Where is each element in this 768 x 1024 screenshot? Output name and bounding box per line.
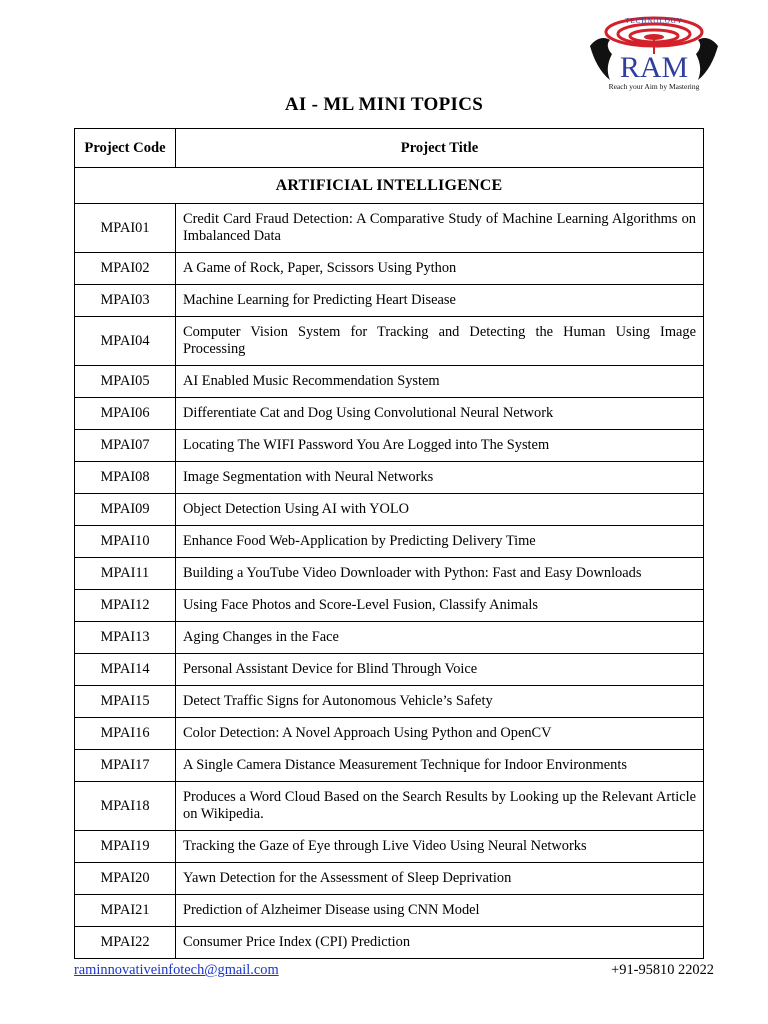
section-row: [75, 168, 704, 204]
table-row: [75, 526, 704, 558]
project-code-cell: MPAI09: [75, 494, 176, 526]
header-project-code: Project Code: [75, 129, 176, 168]
section-title: ARTIFICIAL INTELLIGENCE: [75, 168, 704, 204]
project-code-cell: MPAI02: [75, 253, 176, 285]
project-title-cell: Object Detection Using AI with YOLO: [176, 494, 704, 526]
table-row: [75, 494, 704, 526]
project-code-cell: MPAI21: [75, 895, 176, 927]
table-row: [75, 782, 704, 831]
project-code-cell: MPAI22: [75, 927, 176, 959]
project-title-cell: Color Detection: A Novel Approach Using Python and OpenCV: [176, 718, 704, 750]
right-wing-icon: [696, 38, 718, 80]
table-row: [75, 863, 704, 895]
project-title-cell: Using Face Photos and Score-Level Fusion, Classify Animals: [176, 590, 704, 622]
footer-phone: +91-95810 22022: [611, 962, 714, 978]
project-title-cell: Machine Learning for Predicting Heart Disease: [176, 285, 704, 317]
page-title: AI - ML MINI TOPICS: [284, 94, 484, 115]
project-title-cell: Consumer Price Index (CPI) Prediction: [176, 927, 704, 959]
table-row: [75, 927, 704, 959]
topics-table: [74, 128, 704, 959]
table-row: [75, 430, 704, 462]
header-project-title: Project Title: [176, 129, 704, 168]
project-code-cell: MPAI20: [75, 863, 176, 895]
project-title-cell: Detect Traffic Signs for Autonomous Vehicle’s Safety: [176, 686, 704, 718]
table-row: [75, 317, 704, 366]
project-code-cell: MPAI03: [75, 285, 176, 317]
project-title-cell: Produces a Word Cloud Based on the Search Results by Looking up the Relevant Article on Wikipedia.: [176, 782, 704, 831]
project-code-cell: MPAI19: [75, 831, 176, 863]
logo-tagline: Reach your Aim by Mastering: [608, 82, 700, 91]
project-code-cell: MPAI08: [75, 462, 176, 494]
table-row: [75, 654, 704, 686]
project-title-cell: AI Enabled Music Recommendation System: [176, 366, 704, 398]
project-title-cell: A Single Camera Distance Measurement Technique for Indoor Environments: [176, 750, 704, 782]
table-row: [75, 686, 704, 718]
project-title-cell: Prediction of Alzheimer Disease using CNN Model: [176, 895, 704, 927]
project-code-cell: MPAI14: [75, 654, 176, 686]
table-row: [75, 204, 704, 253]
left-wing-icon: [590, 38, 612, 80]
project-title-cell: Computer Vision System for Tracking and Detecting the Human Using Image Processing: [176, 317, 704, 366]
project-title-cell: Building a YouTube Video Downloader with Python: Fast and Easy Downloads: [176, 558, 704, 590]
project-title-cell: Locating The WIFI Password You Are Logged into The System: [176, 430, 704, 462]
logo-ring-text: TECHNOLOGY: [625, 17, 683, 25]
project-title-cell: Aging Changes in the Face: [176, 622, 704, 654]
table-row: [75, 831, 704, 863]
project-title-cell: Differentiate Cat and Dog Using Convolutional Neural Network: [176, 398, 704, 430]
project-title-cell: Credit Card Fraud Detection: A Comparative Study of Machine Learning Algorithms on Imbalanced Data: [176, 204, 704, 253]
project-code-cell: MPAI10: [75, 526, 176, 558]
project-code-cell: MPAI15: [75, 686, 176, 718]
table-row: [75, 718, 704, 750]
project-code-cell: MPAI04: [75, 317, 176, 366]
project-code-cell: MPAI13: [75, 622, 176, 654]
project-title-cell: Personal Assistant Device for Blind Through Voice: [176, 654, 704, 686]
table-row: [75, 253, 704, 285]
table-row: [75, 366, 704, 398]
footer-email-link[interactable]: raminnovativeinfotech@gmail.com: [74, 962, 279, 978]
table-row: [75, 285, 704, 317]
project-title-cell: Enhance Food Web-Application by Predicting Delivery Time: [176, 526, 704, 558]
table-header-row: [75, 129, 704, 168]
table-row: [75, 590, 704, 622]
project-code-cell: MPAI12: [75, 590, 176, 622]
table-row: [75, 558, 704, 590]
project-code-cell: MPAI07: [75, 430, 176, 462]
project-code-cell: MPAI01: [75, 204, 176, 253]
project-code-cell: MPAI16: [75, 718, 176, 750]
project-code-cell: MPAI06: [75, 398, 176, 430]
table-row: [75, 895, 704, 927]
project-title-cell: Yawn Detection for the Assessment of Sleep Deprivation: [176, 863, 704, 895]
table-row: [75, 750, 704, 782]
project-code-cell: MPAI17: [75, 750, 176, 782]
project-title-cell: Image Segmentation with Neural Networks: [176, 462, 704, 494]
project-title-cell: Tracking the Gaze of Eye through Live Video Using Neural Networks: [176, 831, 704, 863]
table-row: [75, 398, 704, 430]
project-title-cell: A Game of Rock, Paper, Scissors Using Python: [176, 253, 704, 285]
project-code-cell: MPAI18: [75, 782, 176, 831]
company-logo: [586, 10, 722, 94]
project-code-cell: MPAI05: [75, 366, 176, 398]
table-row: [75, 462, 704, 494]
logo-brand-text: RAM: [619, 51, 689, 84]
project-code-cell: MPAI11: [75, 558, 176, 590]
table-row: [75, 622, 704, 654]
